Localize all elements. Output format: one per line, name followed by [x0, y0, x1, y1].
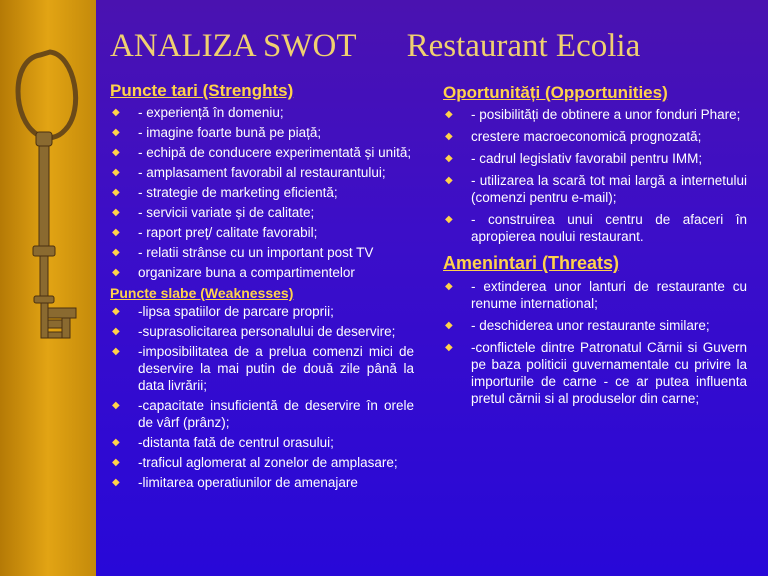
diamond-bullet-icon: ◆: [112, 346, 120, 357]
title-analysis: ANALIZA SWOT: [110, 28, 357, 64]
list-item-text: - experiență în domeniu;: [138, 105, 284, 120]
diamond-bullet-icon: ◆: [445, 175, 453, 186]
diamond-bullet-icon: ◆: [445, 131, 453, 142]
strengths-heading: Puncte tari (Strenghts): [110, 81, 294, 100]
list-item-text: - utilizarea la scară tot mai largă a internetului (comenzi pentru e-mail);: [471, 173, 747, 205]
list-item: [443, 106, 747, 123]
list-item: [110, 104, 414, 121]
list-item: [110, 343, 414, 394]
list-item-text: -traficul aglomerat al zonelor de amplasare;: [138, 455, 398, 470]
list-item-text: -lipsa spatiilor de parcare proprii;: [138, 304, 334, 319]
list-item-text: -imposibilitatea de a prelua comenzi mici de deservire la mai putin de două zile până la data livrării;: [138, 344, 414, 393]
list-item: [110, 224, 414, 241]
list-item: [110, 204, 414, 221]
list-item-text: -suprasolicitarea personalului de deservire;: [138, 324, 396, 339]
list-item: [110, 184, 414, 201]
antique-key-icon: [0, 0, 96, 576]
list-item: [110, 264, 414, 281]
title-restaurant: Restaurant Ecolia: [406, 28, 641, 64]
diamond-bullet-icon: ◆: [445, 109, 453, 120]
strengths-list: [110, 104, 414, 281]
diamond-bullet-icon: ◆: [445, 153, 453, 164]
diamond-bullet-icon: ◆: [112, 437, 120, 448]
list-item: [110, 397, 414, 431]
diamond-bullet-icon: ◆: [112, 267, 120, 278]
list-item-text: -distanta fată de centrul orasului;: [138, 435, 334, 450]
diamond-bullet-icon: ◆: [445, 342, 453, 353]
opportunities-heading: Oportunități (Opportunities): [443, 83, 668, 102]
weaknesses-list: [110, 303, 414, 491]
diamond-bullet-icon: ◆: [445, 214, 453, 225]
list-item-text: - imagine foarte bună pe piață;: [138, 125, 322, 140]
diamond-bullet-icon: ◆: [112, 247, 120, 258]
list-item: [443, 278, 747, 312]
list-item: [443, 150, 747, 167]
list-item-text: - cadrul legislativ favorabil pentru IMM;: [471, 151, 703, 166]
diamond-bullet-icon: ◆: [112, 400, 120, 411]
list-item: [110, 244, 414, 261]
list-item: [110, 124, 414, 141]
list-item-text: - raport preț/ calitate favorabil;: [138, 225, 318, 240]
diamond-bullet-icon: ◆: [112, 107, 120, 118]
page-title: [110, 28, 640, 65]
list-item-text: organizare buna a compartimentelor: [138, 265, 355, 280]
threats-list: [443, 278, 747, 407]
list-item: [443, 211, 747, 245]
list-item: [110, 144, 414, 161]
list-item: [443, 339, 747, 407]
list-item: [443, 317, 747, 334]
diamond-bullet-icon: ◆: [445, 281, 453, 292]
list-item-text: -limitarea operatiunilor de amenajare: [138, 475, 358, 490]
list-item: [110, 454, 414, 471]
opportunities-list: [443, 106, 747, 245]
diamond-bullet-icon: ◆: [112, 326, 120, 337]
diamond-bullet-icon: ◆: [445, 320, 453, 331]
list-item-text: - construirea unui centru de afaceri în apropierea noului restaurant.: [471, 212, 747, 244]
list-item: [443, 128, 747, 145]
left-column: [110, 80, 414, 494]
diamond-bullet-icon: ◆: [112, 227, 120, 238]
list-item-text: - relatii strânse cu un important post TV: [138, 245, 374, 260]
diamond-bullet-icon: ◆: [112, 127, 120, 138]
list-item-text: -capacitate insuficientă de deservire în orele de vârf (prânz);: [138, 398, 414, 430]
threats-heading: Amenintari (Threats): [443, 253, 620, 273]
list-item: [443, 172, 747, 206]
diamond-bullet-icon: ◆: [112, 187, 120, 198]
list-item-text: crestere macroeconomică prognozată;: [471, 129, 702, 144]
list-item-text: - echipă de conducere experimentată și unită;: [138, 145, 412, 160]
right-column: [443, 82, 747, 412]
list-item-text: - strategie de marketing eficientă;: [138, 185, 338, 200]
diamond-bullet-icon: ◆: [112, 167, 120, 178]
diamond-bullet-icon: ◆: [112, 207, 120, 218]
diamond-bullet-icon: ◆: [112, 147, 120, 158]
list-item: [110, 323, 414, 340]
list-item: [110, 474, 414, 491]
list-item-text: - servicii variate și de calitate;: [138, 205, 315, 220]
diamond-bullet-icon: ◆: [112, 457, 120, 468]
list-item-text: -conflictele dintre Patronatul Cărnii si Guvern pe baza politicii guvernamentale cu privire la importurile de carne - ce ar putea influenta pretul cărnii si al produselor din carne;: [471, 340, 747, 406]
diamond-bullet-icon: ◆: [112, 477, 120, 488]
list-item: [110, 303, 414, 320]
list-item-text: - extinderea unor lanturi de restaurante cu renume international;: [471, 279, 747, 311]
list-item: [110, 164, 414, 181]
list-item-text: - deschiderea unor restaurante similare;: [471, 318, 710, 333]
diamond-bullet-icon: ◆: [112, 306, 120, 317]
list-item-text: - posibilități de obtinere a unor fonduri Phare;: [471, 107, 741, 122]
list-item-text: - amplasament favorabil al restaurantului;: [138, 165, 386, 180]
list-item: [110, 434, 414, 451]
weaknesses-heading: Puncte slabe (Weaknesses): [110, 285, 294, 301]
